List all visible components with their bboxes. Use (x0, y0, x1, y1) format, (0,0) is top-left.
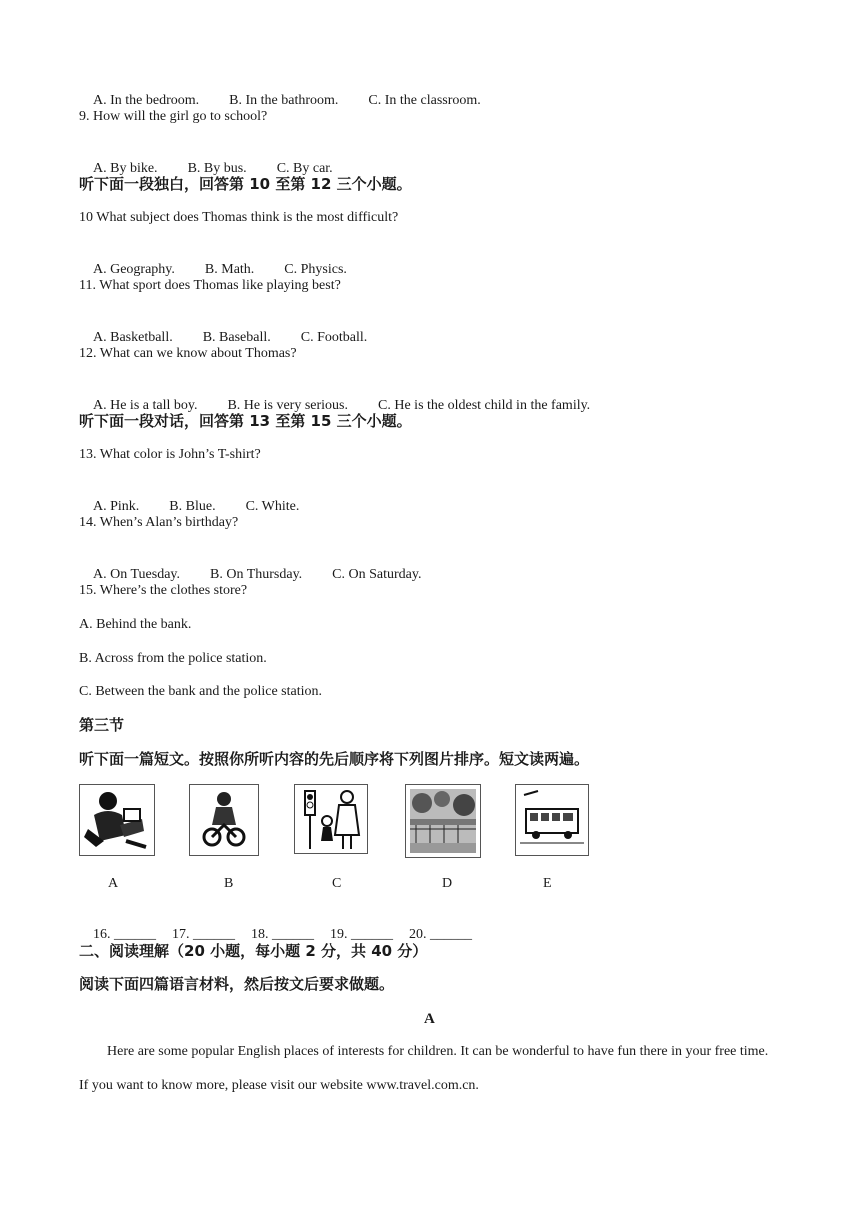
option-c: C. Physics. (284, 262, 347, 277)
option-a: A. Basketball. (93, 330, 173, 345)
picture-label-b: B (224, 876, 234, 891)
picture-label-a: A (108, 876, 119, 891)
option-a: A. Geography. (93, 262, 175, 277)
reading-instruction: 阅读下面四篇语言材料，然后按文后要求做题。 (79, 975, 395, 993)
picture-label-e: E (543, 876, 552, 891)
picture-label-d: D (442, 876, 453, 891)
option-a: A. He is a tall boy. (93, 398, 198, 413)
option-c: C. On Saturday. (332, 567, 422, 582)
option-a: A. In the bedroom. (93, 93, 200, 108)
option-a: A. On Tuesday. (93, 567, 180, 582)
option-c: C. In the classroom. (368, 93, 481, 108)
option-a: A. By bike. (93, 161, 158, 176)
q15-question: 15. Where’s the clothes store? (79, 583, 248, 598)
blank-17: 17. ______ (172, 927, 235, 942)
option-a: A. Pink. (93, 499, 140, 514)
q15-option-a: A. Behind the bank. (79, 617, 192, 632)
picture-e-bus (515, 784, 589, 856)
option-b: B. By bus. (187, 161, 247, 176)
part3-title: 第三节 (79, 716, 125, 734)
q12-question: 12. What can we know about Thomas? (79, 346, 297, 361)
section-monologue-heading: 听下面一段独白，回答第 10 至第 12 三个小题。 (79, 175, 412, 193)
option-c: C. Football. (300, 330, 368, 345)
q11-question: 11. What sport does Thomas like playing best? (79, 278, 341, 293)
option-b: B. Baseball. (202, 330, 271, 345)
picture-d-park-scene (405, 784, 481, 858)
option-b: B. Math. (204, 262, 255, 277)
blank-20: 20. ______ (409, 927, 472, 942)
picture-label-c: C (332, 876, 342, 891)
picture-c-traffic-light-mother-child (294, 784, 368, 854)
picture-a-reading-boy (79, 784, 155, 856)
part3-instruction: 听下面一篇短文。按照你所听内容的先后顺序将下列图片排序。短文读两遍。 (79, 750, 590, 768)
blank-18: 18. ______ (251, 927, 314, 942)
passage-letter: A (424, 1011, 435, 1027)
option-c: C. By car. (276, 161, 333, 176)
picture-row (79, 784, 599, 860)
option-c: C. He is the oldest child in the family. (378, 398, 591, 413)
q15-option-c: C. Between the bank and the police station. (79, 684, 322, 699)
passage-paragraph: Here are some popular English places of interests for children. It can be wonderful to have fun there in your free time. If you want to know more, please visit our website www.travel.com.cn. (79, 1044, 769, 1093)
option-b: B. He is very serious. (227, 398, 349, 413)
blank-19: 19. ______ (330, 927, 393, 942)
q9-question: 9. How will the girl go to school? (79, 109, 268, 124)
option-c: C. White. (245, 499, 300, 514)
option-b: B. Blue. (169, 499, 216, 514)
q10-question: 10 What subject does Thomas think is the most difficult? (79, 210, 399, 225)
blank-16: 16. ______ (93, 927, 156, 942)
reading-section-title: 二、阅读理解（20 小题，每小题 2 分，共 40 分） (79, 942, 428, 960)
picture-b-motorbike-rider (189, 784, 259, 856)
option-b: B. In the bathroom. (229, 93, 339, 108)
option-b: B. On Thursday. (210, 567, 303, 582)
q15-option-b: B. Across from the police station. (79, 651, 267, 666)
q13-question: 13. What color is John’s T-shirt? (79, 447, 261, 462)
q14-question: 14. When’s Alan’s birthday? (79, 515, 239, 530)
section-dialogue-heading: 听下面一段对话，回答第 13 至第 15 三个小题。 (79, 412, 412, 430)
